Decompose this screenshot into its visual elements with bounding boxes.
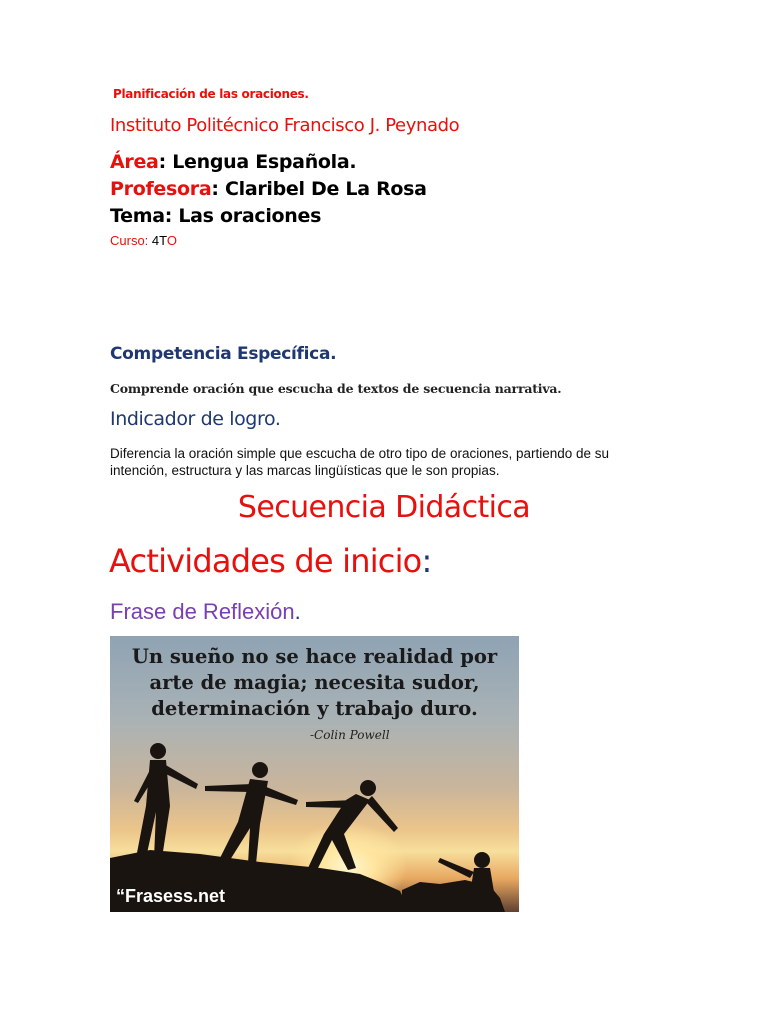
course-label: Curso: (110, 233, 149, 248)
reflection-label: Frase de Reflexión (110, 599, 295, 624)
activities-colon: : (421, 542, 432, 580)
reflection-title (110, 599, 301, 625)
competence-text: Comprende oración que escucha de textos de secuencia narrativa. (110, 381, 562, 396)
teacher-value: : Claribel De La Rosa (211, 178, 427, 200)
quote-image (110, 636, 519, 912)
reflection-period: . (294, 599, 301, 624)
activities-title (109, 542, 431, 580)
teacher-line (110, 178, 427, 200)
quote-author: -Colin Powell (310, 728, 390, 742)
course-value: 4T (148, 233, 167, 248)
course-value-end: O (166, 233, 177, 248)
area-value: : Lengua Española. (158, 151, 357, 173)
quote-line: Un sueño no se hace realidad por (131, 645, 498, 668)
area-line (110, 151, 356, 173)
indicator-text: Diferencia la oración simple que escucha de otro tipo de oraciones, partiendo de su intención, estructura y las marcas lingüísticas que le son propias. (110, 446, 610, 478)
area-label: Área (110, 151, 159, 173)
quote-line: determinación y trabajo duro. (151, 697, 478, 720)
plan-title: Planificación de las oraciones. (113, 87, 309, 101)
indicator-title: Indicador de logro. (110, 408, 281, 430)
quote-line: arte de magia; necesita sudor, (149, 671, 480, 694)
sequence-title: Secuencia Didáctica (237, 490, 531, 525)
course-line (110, 233, 177, 248)
image-watermark: “Frasess.net (116, 886, 226, 906)
competence-title: Competencia Específica. (110, 344, 337, 364)
activities-label: Actividades de inicio (109, 542, 422, 580)
teacher-label: Profesora (110, 178, 212, 200)
institute-name: Instituto Politécnico Francisco J. Peynado (110, 115, 460, 136)
topic-line: Tema: Las oraciones (110, 205, 322, 227)
quote-text (110, 644, 519, 722)
